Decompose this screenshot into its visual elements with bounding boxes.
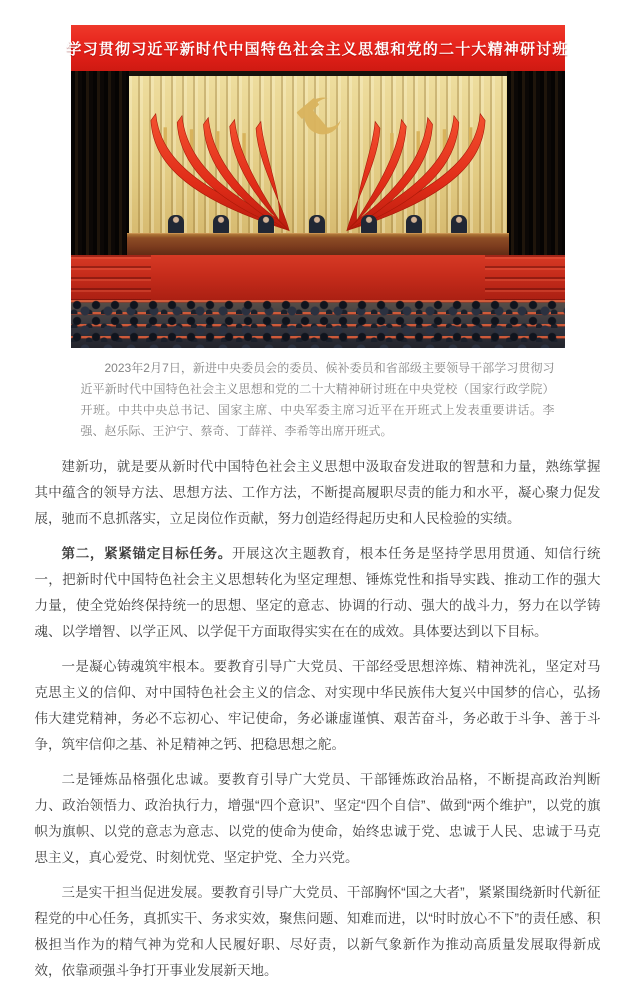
party-emblem-icon xyxy=(292,95,344,147)
seated-leader-center xyxy=(309,215,325,235)
article-paragraph xyxy=(35,880,601,984)
seated-leader xyxy=(361,215,377,235)
seated-leader xyxy=(451,215,467,235)
article-paragraph xyxy=(35,767,601,871)
article-body xyxy=(35,454,601,984)
paragraph-text: 三是实干担当促进发展。要教育引导广大党员、干部胸怀“国之大者”，紧紧围绕新时代新征程党的中心任务，真抓实干、务求实效，聚焦问题、知难而进，以“时时放心不下”的责任感、积极担当作为的精气神为党和人民履好职、尽好责，以新气象新作为推动高质量发展取得新成效，依靠顽强斗争打开事业发展新天地。 xyxy=(34,885,601,978)
photo-banner xyxy=(66,25,569,71)
seated-leader xyxy=(213,215,229,235)
article-paragraph xyxy=(35,541,601,645)
rostrum-table xyxy=(127,233,509,256)
photo-caption: 2023年2月7日，新进中央委员会的委员、候补委员和省部级主要领导干部学习贯彻习近平新时代中国特色社会主义思想和党的二十大精神研讨班在中央党校（国家行政学院）开班。中共中央总书记、国家主席、中央军委主席习近平在开班式上发表重要讲话。李强、赵乐际、王沪宁、蔡奇、丁薛祥、李希等出席开班式。 xyxy=(80,361,555,438)
paragraph-text: 开展这次主题教育，根本任务是坚持学思用贯通、知信行统一，把新时代中国特色社会主义思想转化为坚定理想、锤炼党性和指导实践、推动工作的强大力量，使全党始终保持统一的思想、坚定的意志、协调的行动、强大的战斗力，努力在以学铸魂、以学增智、以学正风、以学促干方面取得实实在在的成效。具体要达到以下目标。 xyxy=(34,546,601,639)
article-paragraph xyxy=(35,454,601,532)
rostrum-leaders xyxy=(71,215,565,235)
paragraph-text: 二是锤炼品格强化忠诚。要教育引导广大党员、干部锤炼政治品格，不断提高政治判断力、政治领悟力、政治执行力，增强“四个意识”、坚定“四个自信”、做到“两个维护”，以党的旗帜为旗帜、以党的意志为意志、以党的使命为使命，始终忠诚于党、忠诚于人民、忠诚于马克思主义，真心爱党、时刻忧党、坚定护党、全力兴党。 xyxy=(34,772,601,865)
seated-leader xyxy=(168,215,184,235)
article-paragraph xyxy=(35,654,601,758)
meeting-photo xyxy=(66,25,569,348)
audience xyxy=(71,300,565,348)
seated-leader xyxy=(406,215,422,235)
paragraph-lead: 第二，紧紧锚定目标任务。 xyxy=(61,546,232,561)
stage-steps-left xyxy=(71,255,151,300)
stage-steps-right xyxy=(485,255,565,300)
banner-text: 学习贯彻习近平新时代中国特色社会主义思想和党的二十大精神研讨班 xyxy=(66,40,569,58)
paragraph-text: 一是凝心铸魂筑牢根本。要教育引导广大党员、干部经受思想淬炼、精神洗礼，坚定对马克思主义的信仰、对中国特色社会主义的信念、对实现中华民族伟大复兴中国梦的信心，弘扬伟大建党精神，务必不忘初心、牢记使命，务必谦虚谨慎、艰苦奋斗，务必敢于斗争、善于斗争，筑牢信仰之基、补足精神之钙、把稳思想之舵。 xyxy=(34,659,601,752)
stage-scene xyxy=(71,71,565,348)
paragraph-text: 建新功，就是要从新时代中国特色社会主义思想中汲取奋发进取的智慧和力量，熟练掌握其中蕴含的领导方法、思想方法、工作方法，不断提高履职尽责的能力和水平，凝心聚力促发展，驰而不息抓落实，立足岗位作贡献，努力创造经得起历史和人民检验的实绩。 xyxy=(34,459,601,526)
seated-leader xyxy=(258,215,274,235)
